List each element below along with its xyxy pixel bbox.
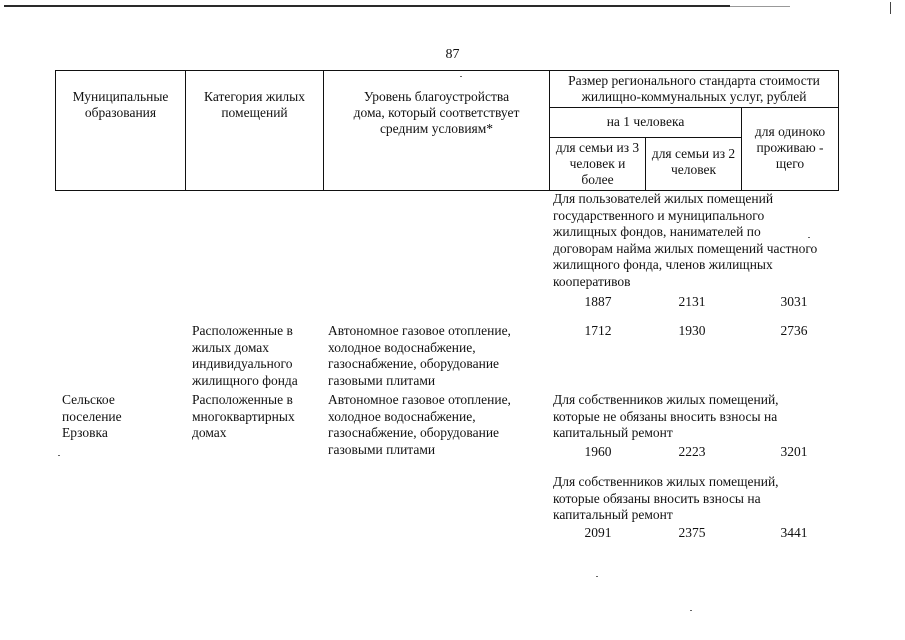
page-number: 87 bbox=[445, 47, 460, 62]
municipality-name: Сельское поселение Ерзовка bbox=[62, 392, 122, 440]
users-value-single: 3031 bbox=[780, 294, 808, 309]
header-family-3: для семьи из 3 человек и более bbox=[550, 138, 646, 191]
users-value-family3: 1887 bbox=[584, 294, 612, 309]
row2-level: Автономное газовое отопление, холодное водоснабжение, газоснабжение, оборудование газовыми плитами bbox=[328, 392, 511, 457]
owners-no-value-single: 3201 bbox=[780, 444, 808, 459]
owners-capital-note: Для собственников жилых помещений, которые обязаны вносить взносы на капитальный ремонт bbox=[553, 474, 779, 522]
top-rule bbox=[4, 5, 730, 7]
scan-speck bbox=[596, 576, 598, 577]
header-table bbox=[55, 70, 839, 191]
header-municipality: Муниципальные образования bbox=[56, 71, 186, 191]
top-rule-faint bbox=[730, 6, 790, 7]
owners-no-capital-note: Для собственников жилых помещений, которые не обязаны вносить взносы на капитальный ремонт bbox=[553, 392, 779, 440]
row1-value-single: 2736 bbox=[780, 323, 808, 338]
row1-value-family2: 1930 bbox=[678, 323, 706, 338]
owners-no-value-family3: 1960 bbox=[584, 444, 612, 459]
owners-value-family3: 2091 bbox=[584, 525, 612, 540]
scan-speck bbox=[690, 610, 692, 611]
owners-value-single: 3441 bbox=[780, 525, 808, 540]
row1-value-family3: 1712 bbox=[584, 323, 612, 338]
header-family-2: для семьи из 2 человек bbox=[646, 138, 742, 191]
row2-category: Расположенные в многоквартирных домах bbox=[192, 392, 295, 440]
header-category: Категория жилых помещений bbox=[186, 71, 324, 191]
users-note: Для пользователей жилых помещений государственного и муниципального жилищных фондов, нанимателей по договорам найма жилых помещений частного жилищного фонда, членов жилищных кооперативов bbox=[553, 191, 818, 289]
scan-speck bbox=[460, 76, 462, 77]
scan-speck bbox=[58, 455, 60, 456]
owners-no-value-family2: 2223 bbox=[678, 444, 706, 459]
header-single: для одиноко проживаю - щего bbox=[742, 108, 839, 191]
corner-mark bbox=[890, 2, 891, 14]
row1-category: Расположенные в жилых домах индивидуального жилищного фонда bbox=[192, 323, 298, 388]
scan-speck bbox=[808, 237, 810, 238]
owners-value-family2: 2375 bbox=[678, 525, 706, 540]
header-standard-size: Размер регионального стандарта стоимости жилищно-коммунальных услуг, рублей bbox=[550, 71, 839, 108]
row1-level: Автономное газовое отопление, холодное водоснабжение, газоснабжение, оборудование газовыми плитами bbox=[328, 323, 511, 388]
header-level: Уровень благоустройства дома, который соответствует средним условиям* bbox=[324, 71, 550, 191]
header-per-person: на 1 человека bbox=[550, 108, 742, 138]
users-value-family2: 2131 bbox=[678, 294, 706, 309]
